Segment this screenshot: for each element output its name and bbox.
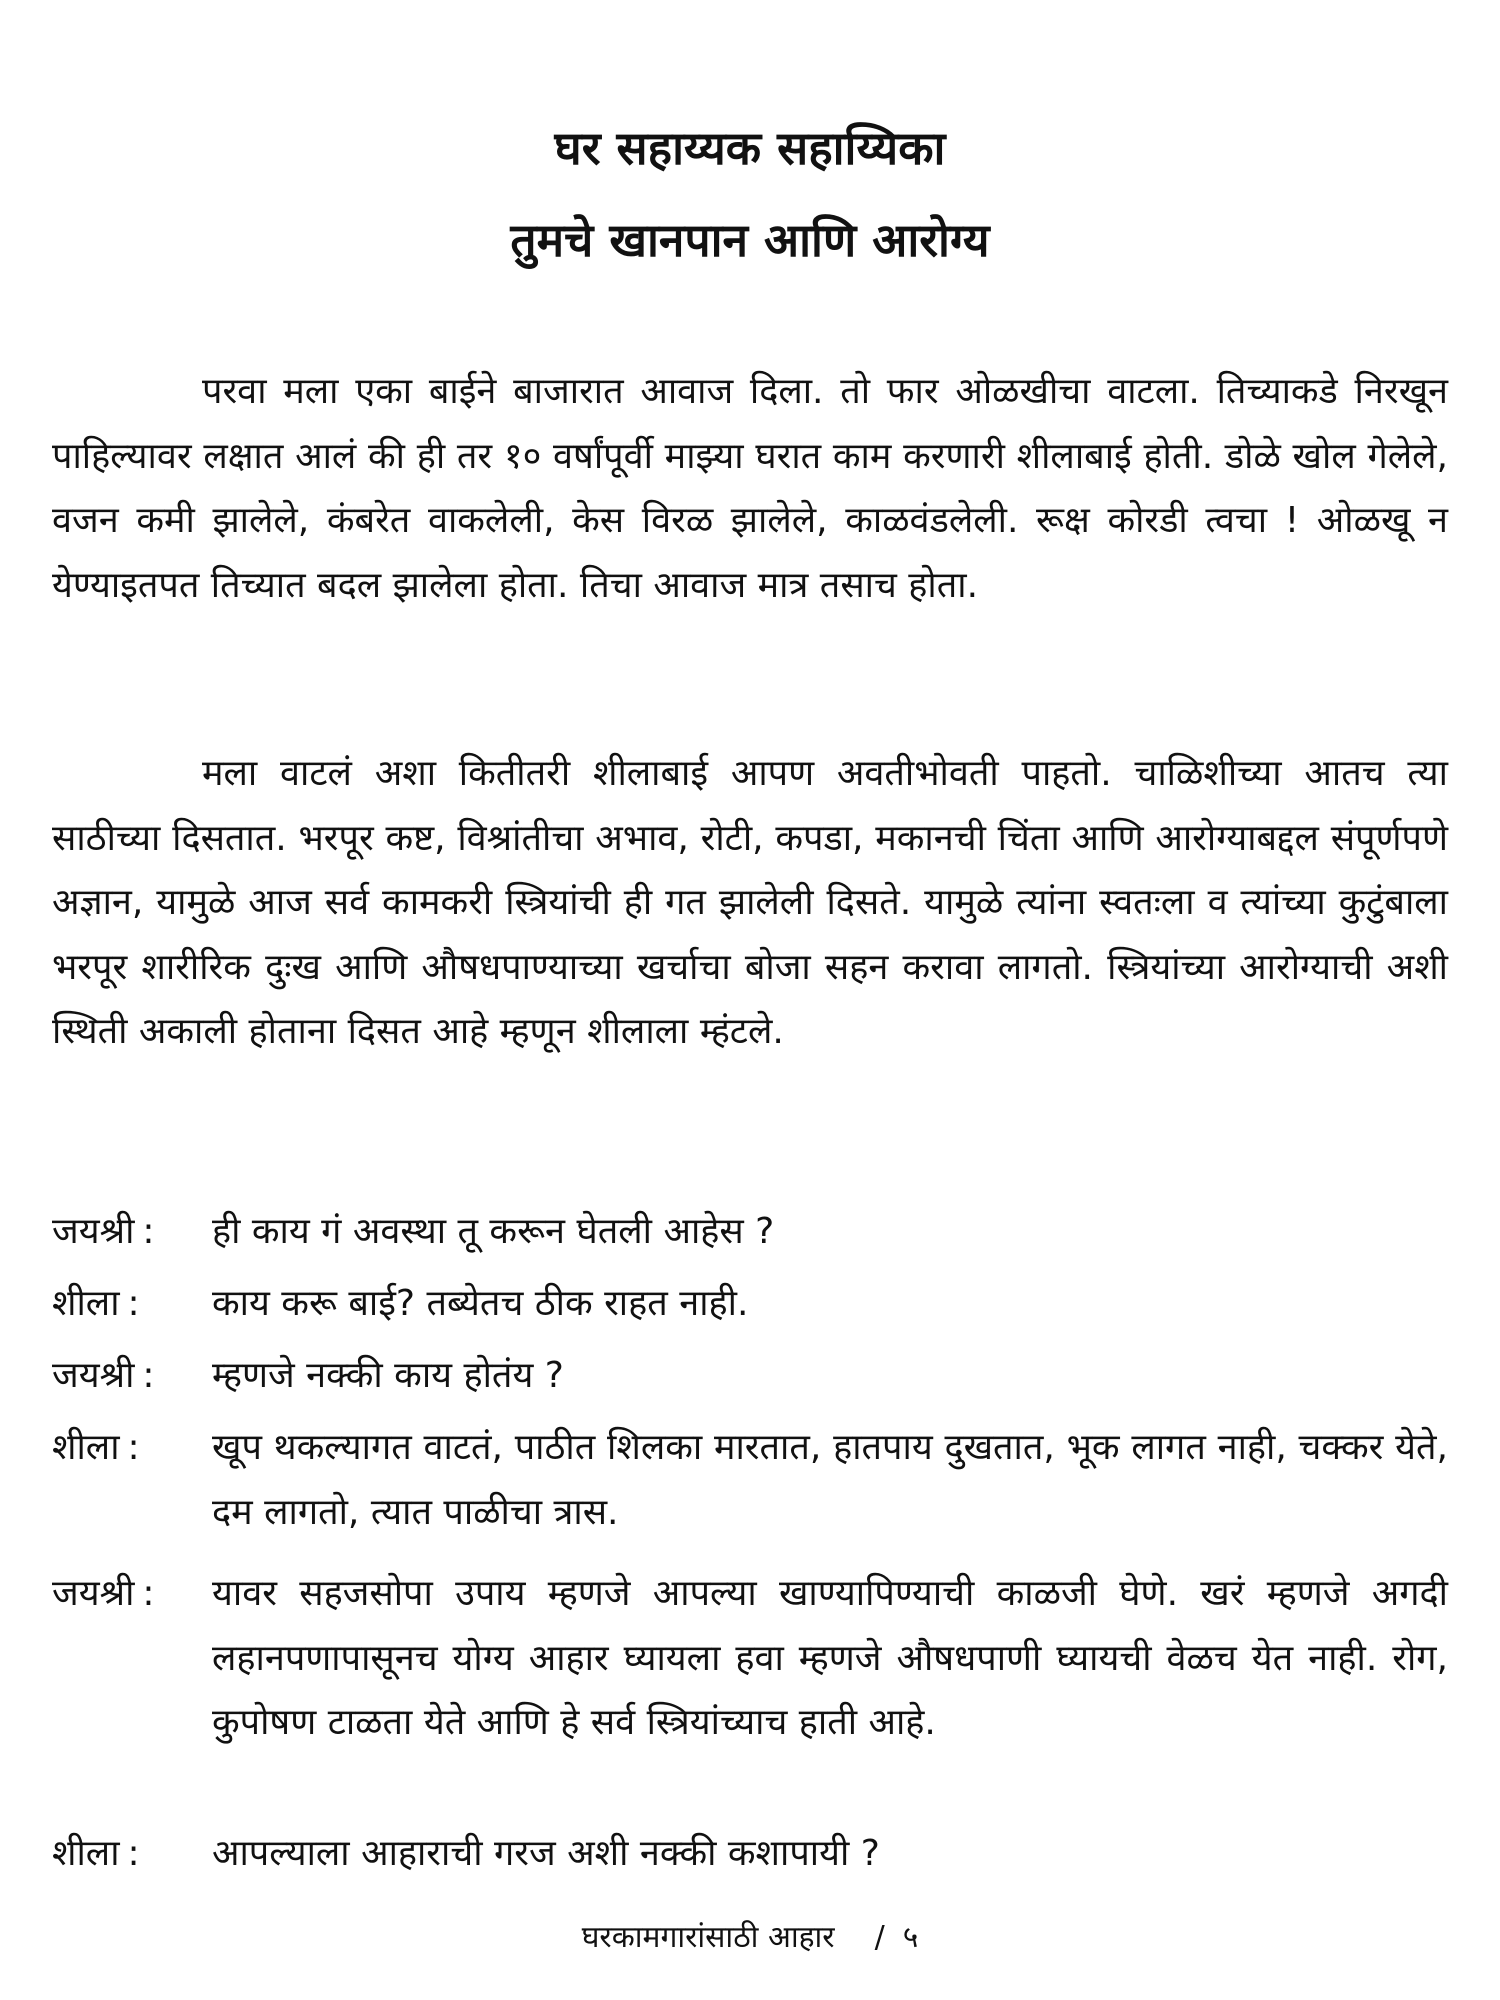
speaker-colon: : [127,1833,140,1874]
dialogue-text: आपल्याला आहाराची गरज अशी नक्की कशापायी ? [212,1833,880,1874]
body-paragraph-1: परवा मला एका बाईने बाजारात आवाज दिला. तो फार ओळखीचा वाटला. तिच्याकडे निरखून पाहिल्यावर लक्षात आलं की ही तर १० वर्षांपूर्वी माझ्या घरात काम करणारी शीलाबाई होती. डोळे खोल गेलेले, वजन कमी झालेले, कंबरेत वाकलेली, केस विरळ झालेले, काळवंडलेली. रूक्ष कोरडी त्वचा ! ओळखू न येण्याइतपत तिच्यात बदल झालेला होता. तिचा आवाज मात्र तसाच होता. [52,371,1448,606]
dialogue-line [52,1562,1448,1756]
speaker-label [52,1416,212,1545]
body-paragraph-2: मला वाटलं अशा कितीतरी शीलाबाई आपण अवतीभोवती पाहतो. चाळिशीच्या आतच त्या साठीच्या दिसतात. भरपूर कष्ट, विश्रांतीचा अभाव, रोटी, कपडा, मकानची चिंता आणि आरोग्याबद्दल संपूर्णपणे अज्ञान, यामुळे आज सर्व कामकरी स्त्रियांची ही गत झालेली दिसते. यामुळे त्यांना स्वतःला व त्यांच्या कुटुंबाला भरपूर शारीरिक दुःख आणि औषधपाण्याच्या खर्चाचा बोजा सहन करावा लागतो. स्त्रियांच्या आरोग्याची अशी स्थिती अकाली होताना दिसत आहे म्हणून शीलाला म्हंटले. [52,753,1448,1052]
dialogue-text: यावर सहजसोपा उपाय म्हणजे आपल्या खाण्यापिण्याची काळजी घेणे. खरं म्हणजे अगदी लहानपणापासूनच योग्य आहार घ्यायला हवा म्हणजे औषधपाणी घ्यायची वेळच येत नाही. रोग, कुपोषण टाळता येते आणि हे सर्व स्त्रियांच्याच हाती आहे. [212,1573,1448,1743]
page-number: ५ [902,1920,919,1955]
page-footer [0,1918,1500,1958]
speaker-colon: : [142,1211,155,1252]
speaker-name: शीला [52,1833,120,1874]
speaker-name: जयश्री [52,1573,135,1614]
speaker-label [52,1200,212,1265]
footer-separator: / [874,1920,885,1955]
page-subtitle: तुमचे खानपान आणि आरोग्य [510,213,990,267]
speaker-label [52,1344,212,1409]
speaker-label [52,1562,212,1756]
speaker-colon: : [127,1427,140,1468]
speaker-name: जयश्री [52,1355,135,1396]
speaker-name: जयश्री [52,1211,135,1252]
speaker-colon: : [127,1283,140,1324]
speaker-label [52,1822,212,1887]
speaker-name: शीला [52,1283,120,1324]
speaker-colon: : [142,1573,155,1614]
dialogue-text: ही काय गं अवस्था तू करून घेतली आहेस ? [212,1211,775,1252]
dialogue-line [52,1272,1448,1337]
speaker-colon: : [142,1355,155,1396]
page-title: घर सहाय्यक सहाय्यिका [554,121,946,175]
dialogue-text: म्हणजे नक्की काय होतंय ? [212,1355,564,1396]
dialogue-text: खूप थकल्यागत वाटतं, पाठीत शिलका मारतात, हातपाय दुखतात, भूक लागत नाही, चक्कर येते, दम लागतो, त्यात पाळीचा त्रास. [212,1427,1448,1533]
dialogue-line [52,1822,1448,1887]
dialogue-line [52,1344,1448,1409]
dialogue-line [52,1200,1448,1265]
speaker-label [52,1272,212,1337]
dialogue-line [52,1416,1448,1545]
footer-book-title: घरकामगारांसाठी आहार [581,1920,835,1955]
speaker-name: शीला [52,1427,120,1468]
dialogue-text: काय करू बाई? तब्येतच ठीक राहत नाही. [212,1283,749,1324]
